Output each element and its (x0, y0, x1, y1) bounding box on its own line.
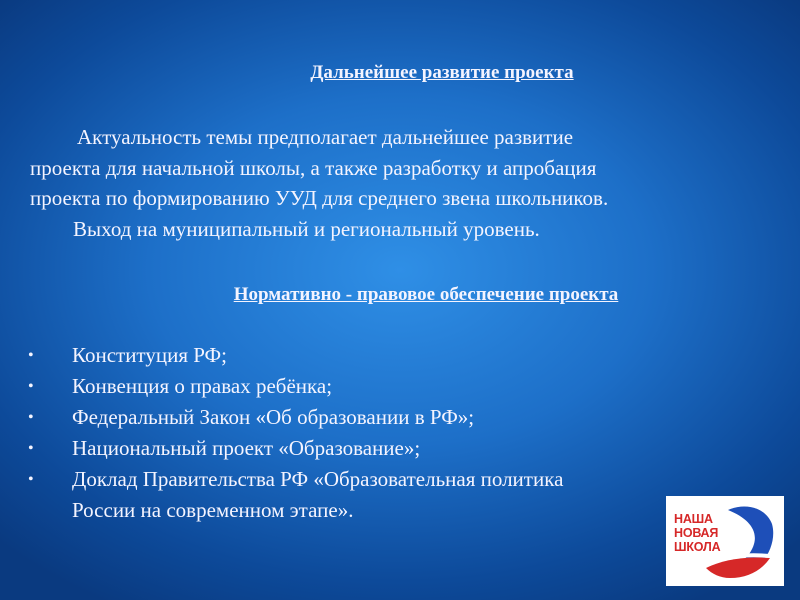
list-item (28, 433, 728, 464)
list-item-text: Конвенция о правах ребёнка; (72, 374, 333, 398)
list-item (28, 371, 728, 402)
bullet-icon: • (28, 347, 34, 364)
bullet-icon: • (28, 471, 34, 488)
paragraph-line-2: проекта для начальной школы, а также разработку и апробация (30, 155, 597, 180)
list-item-text: Доклад Правительства РФ «Образовательная политика (72, 467, 564, 491)
list-item (28, 340, 728, 371)
bullet-icon: • (28, 440, 34, 457)
paragraph-line-3: проекта по формированию УУД для среднего звена школьников. (30, 186, 609, 210)
paragraph-line-1: Актуальность темы предполагает дальнейшее развитие (77, 125, 574, 149)
legal-framework-heading: Нормативно - правовое обеспечение проекта (233, 284, 619, 305)
list-item (28, 464, 728, 495)
project-development-paragraph (30, 122, 775, 244)
logo-line-3: ШКОЛА (674, 540, 721, 554)
bullet-icon: • (28, 378, 34, 395)
bullet-icon: • (28, 409, 34, 426)
legal-documents-list (28, 340, 728, 526)
list-item-text: Конституция РФ; (72, 343, 227, 367)
list-item (28, 402, 728, 433)
list-item-continuation (28, 495, 728, 526)
logo-line-1: НАША (674, 512, 713, 526)
slide-title: Дальнейшее развитие проекта (310, 62, 574, 83)
list-item-text: Федеральный Закон «Об образовании в РФ»; (72, 405, 475, 429)
logo-wordmark (674, 512, 720, 554)
nasha-novaya-shkola-logo (666, 496, 784, 586)
paragraph-line-4: Выход на муниципальный и региональный уровень. (73, 216, 540, 241)
logo-line-2: НОВАЯ (674, 526, 719, 540)
list-item-text: России на современном этапе». (72, 498, 354, 522)
list-item-text: Национальный проект «Образование»; (72, 436, 421, 460)
